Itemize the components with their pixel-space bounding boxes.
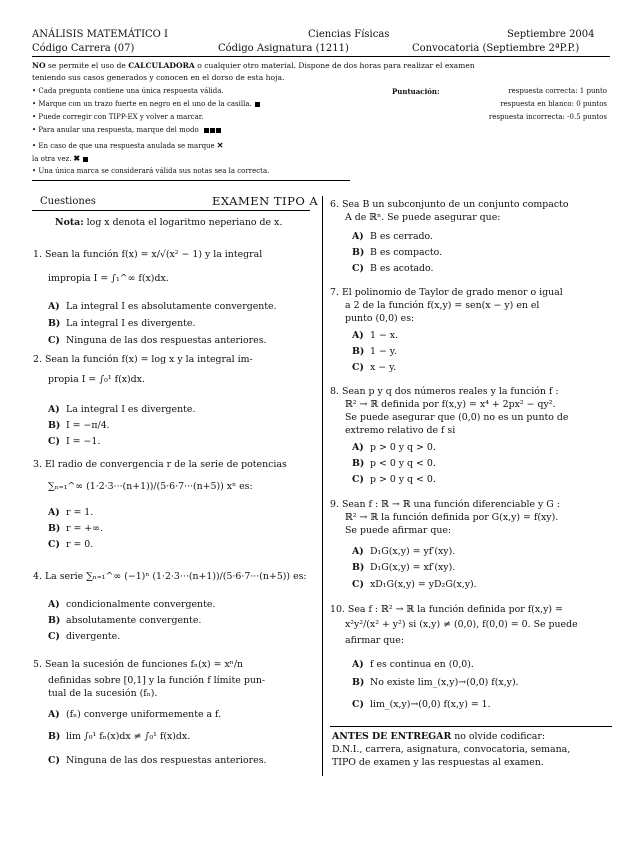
header-rule	[32, 56, 610, 57]
q8-option-b[interactable]: B) p < 0 y q < 0.	[352, 458, 436, 469]
filled-box-icon	[83, 157, 88, 162]
scoring-incorrect: respuesta incorrecta: -0.5 puntos	[488, 113, 607, 121]
q4-option-a[interactable]: A) condicionalmente convergente.	[48, 599, 216, 610]
q3-option-c[interactable]: C) r = 0.	[48, 539, 94, 550]
question-10-line-2: x²y²/(x² + y²) si (x,y) ≠ (0,0), f(0,0) = 0. Se puede	[345, 619, 578, 630]
q10-option-b[interactable]: B) No existe lim_(x,y)→(0,0) f(x,y).	[352, 677, 519, 688]
filled-box-icon	[255, 102, 260, 107]
course-title: ANÁLISIS MATEMÁTICO I	[32, 29, 169, 40]
q7-option-a[interactable]: A) 1 − x.	[352, 330, 399, 341]
question-8-line-2: ℝ² → ℝ definida por f(x,y) = x⁴ + 2px² − qy².	[345, 399, 556, 410]
instruction-item: la otra vez. ✖	[32, 154, 88, 163]
q8-option-a[interactable]: A) p > 0 y q > 0.	[352, 442, 436, 453]
question-3: 3. El radio de convergencia r de la serie de potencias	[33, 459, 287, 470]
instructions-intro-2: teniendo sus casos generados y conocen en el dorso de esta hoja.	[32, 73, 285, 82]
closing-line-2: D.N.I., carrera, asignatura, convocatoria, semana,	[332, 744, 571, 755]
question-9-line-3: Se puede afirmar que:	[345, 525, 452, 536]
instruction-item: • Para anular una respuesta, marque del modo	[32, 127, 221, 134]
q1-option-b[interactable]: B) La integral I es divergente.	[48, 318, 196, 329]
q4-option-c[interactable]: C) divergente.	[48, 631, 121, 642]
q7-option-b[interactable]: B) 1 − y.	[352, 346, 397, 357]
closing-line-3: TIPO de examen y las respuestas al examen.	[332, 757, 544, 768]
exam-session: Convocatoria (Septiembre 2ªP.P.)	[412, 43, 580, 54]
instruction-item: • Cada pregunta contiene una única respuesta válida.	[32, 87, 224, 95]
question-3-line-2: ∑ₙ₌₁^∞ (1·2·3···(n+1))/(5·6·7···(n+5)) xⁿ es:	[48, 481, 253, 492]
question-9: 9. Sean f : ℝ → ℝ una función diferenciable y G :	[330, 499, 560, 510]
question-7-line-2: a 2 de la función f(x,y) = sen(x − y) en el	[345, 300, 540, 311]
scoring-blank: respuesta en blanco: 0 puntos	[500, 100, 607, 108]
subject-code: Código Asignatura (1211)	[218, 43, 349, 54]
exam-date: Septiembre 2004	[507, 29, 595, 40]
q1-option-a[interactable]: A) La integral I es absolutamente convergente.	[48, 301, 277, 312]
q10-option-a[interactable]: A) f es continua en (0,0).	[352, 659, 474, 670]
question-10-line-3: afirmar que:	[345, 635, 405, 646]
question-8-line-3: Se puede asegurar que (0,0) no es un punto de	[345, 412, 569, 423]
question-8: 8. Sean p y q dos números reales y la función f :	[330, 386, 559, 397]
q1-option-c[interactable]: C) Ninguna de las dos respuestas anteriores.	[48, 335, 267, 346]
closing-line-1: ANTES DE ENTREGAR no olvide codificar:	[332, 731, 545, 742]
question-2: 2. Sean la función f(x) = log x y la integral im-	[33, 354, 253, 365]
q9-option-b[interactable]: B) D₁G(x,y) = xf′(xy).	[352, 562, 456, 573]
question-6: 6. Sea B un subconjunto de un conjunto compacto	[330, 199, 569, 210]
exam-note: Nota: log x denota el logaritmo neperiano de x.	[55, 217, 283, 228]
question-8-line-4: extremo relativo de f si	[345, 425, 456, 436]
q2-option-b[interactable]: B) I = −π/4.	[48, 420, 110, 431]
question-4: 4. La serie ∑ₙ₌₁^∞ (−1)ⁿ (1·2·3···(n+1))/(5·6·7···(n+5)) es:	[33, 571, 307, 582]
scoring-label: Puntuación:	[392, 87, 440, 96]
instructions-intro: NO se permite el uso de CALCULADORA o cualquier otro material. Dispone de dos horas para realizar el examen	[32, 61, 475, 70]
filled-box-icon	[204, 128, 209, 133]
q10-option-c[interactable]: C) lim_(x,y)→(0,0) f(x,y) = 1.	[352, 699, 491, 710]
q2-option-a[interactable]: A) La integral I es divergente.	[48, 404, 196, 415]
degree-code: Código Carrera (07)	[32, 43, 135, 54]
q2-option-c[interactable]: C) I = −1.	[48, 436, 101, 447]
question-2-line-2: propia I = ∫₀¹ f(x)dx.	[48, 374, 145, 385]
q6-option-a[interactable]: A) B es cerrado.	[352, 231, 434, 242]
questions-label: Cuestiones	[40, 196, 96, 207]
filled-box-icon	[216, 128, 221, 133]
instruction-item: • Una única marca se considerará válida sus notas sea la correcta.	[32, 167, 270, 175]
question-5-line-2: definidas sobre [0,1] y la función f límite pun-	[48, 675, 266, 686]
column-divider	[322, 196, 323, 776]
q4-option-b[interactable]: B) absolutamente convergente.	[48, 615, 202, 626]
instruction-item: • En caso de que una respuesta anulada se marque ✕	[32, 140, 224, 150]
question-9-line-2: ℝ² → ℝ la función definida por G(x,y) = f(xy).	[345, 512, 559, 523]
q5-option-b[interactable]: B) lim ∫₀¹ fₙ(x)dx ≠ ∫₀¹ f(x)dx.	[48, 731, 191, 742]
scoring-correct: respuesta correcta: 1 punto	[508, 87, 607, 95]
question-1: 1. Sean la función f(x) = x/√(x² − 1) y la integral	[33, 249, 263, 260]
cross-mark-icon: ✕	[216, 140, 224, 150]
q5-option-a[interactable]: A) (fₙ) converge uniformemente a f.	[48, 709, 222, 720]
q3-option-a[interactable]: A) r = 1.	[48, 507, 94, 518]
q5-option-c[interactable]: C) Ninguna de las dos respuestas anteriores.	[48, 755, 267, 766]
title-rule	[32, 210, 310, 211]
closing-rule	[330, 726, 612, 727]
q8-option-c[interactable]: C) p > 0 y q < 0.	[352, 474, 436, 485]
instruction-item: • Marque con un trazo fuerte en negro en el uno de la casilla.	[32, 101, 260, 108]
q6-option-c[interactable]: C) B es acotado.	[352, 263, 434, 274]
filled-box-icon	[210, 128, 215, 133]
instruction-item: • Puede corregir con TIPP-EX y volver a marcar.	[32, 113, 204, 121]
exam-type-title: EXAMEN TIPO A	[212, 194, 319, 208]
q6-option-b[interactable]: B) B es compacto.	[352, 247, 443, 258]
instructions-rule	[32, 180, 350, 181]
question-5: 5. Sean la sucesión de funciones fₙ(x) = xⁿ/n	[33, 659, 244, 670]
cross-mark-icon: ✖	[73, 153, 81, 163]
q9-option-c[interactable]: C) xD₁G(x,y) = yD₂G(x,y).	[352, 579, 477, 590]
q3-option-b[interactable]: B) r = +∞.	[48, 523, 103, 534]
degree-name: Ciencias Físicas	[308, 29, 390, 40]
question-10: 10. Sea f : ℝ² → ℝ la función definida por f(x,y) =	[330, 604, 563, 615]
question-5-line-3: tual de la sucesión (fₙ).	[48, 688, 158, 699]
question-6-line-2: A de ℝⁿ. Se puede asegurar que:	[345, 212, 501, 223]
question-7: 7. El polinomio de Taylor de grado menor o igual	[330, 287, 563, 298]
q9-option-a[interactable]: A) D₁G(x,y) = yf′(xy).	[352, 546, 456, 557]
question-1-line-2: impropia I = ∫₁^∞ f(x)dx.	[48, 273, 169, 284]
q7-option-c[interactable]: C) x − y.	[352, 362, 397, 373]
question-7-line-3: punto (0,0) es:	[345, 313, 415, 324]
